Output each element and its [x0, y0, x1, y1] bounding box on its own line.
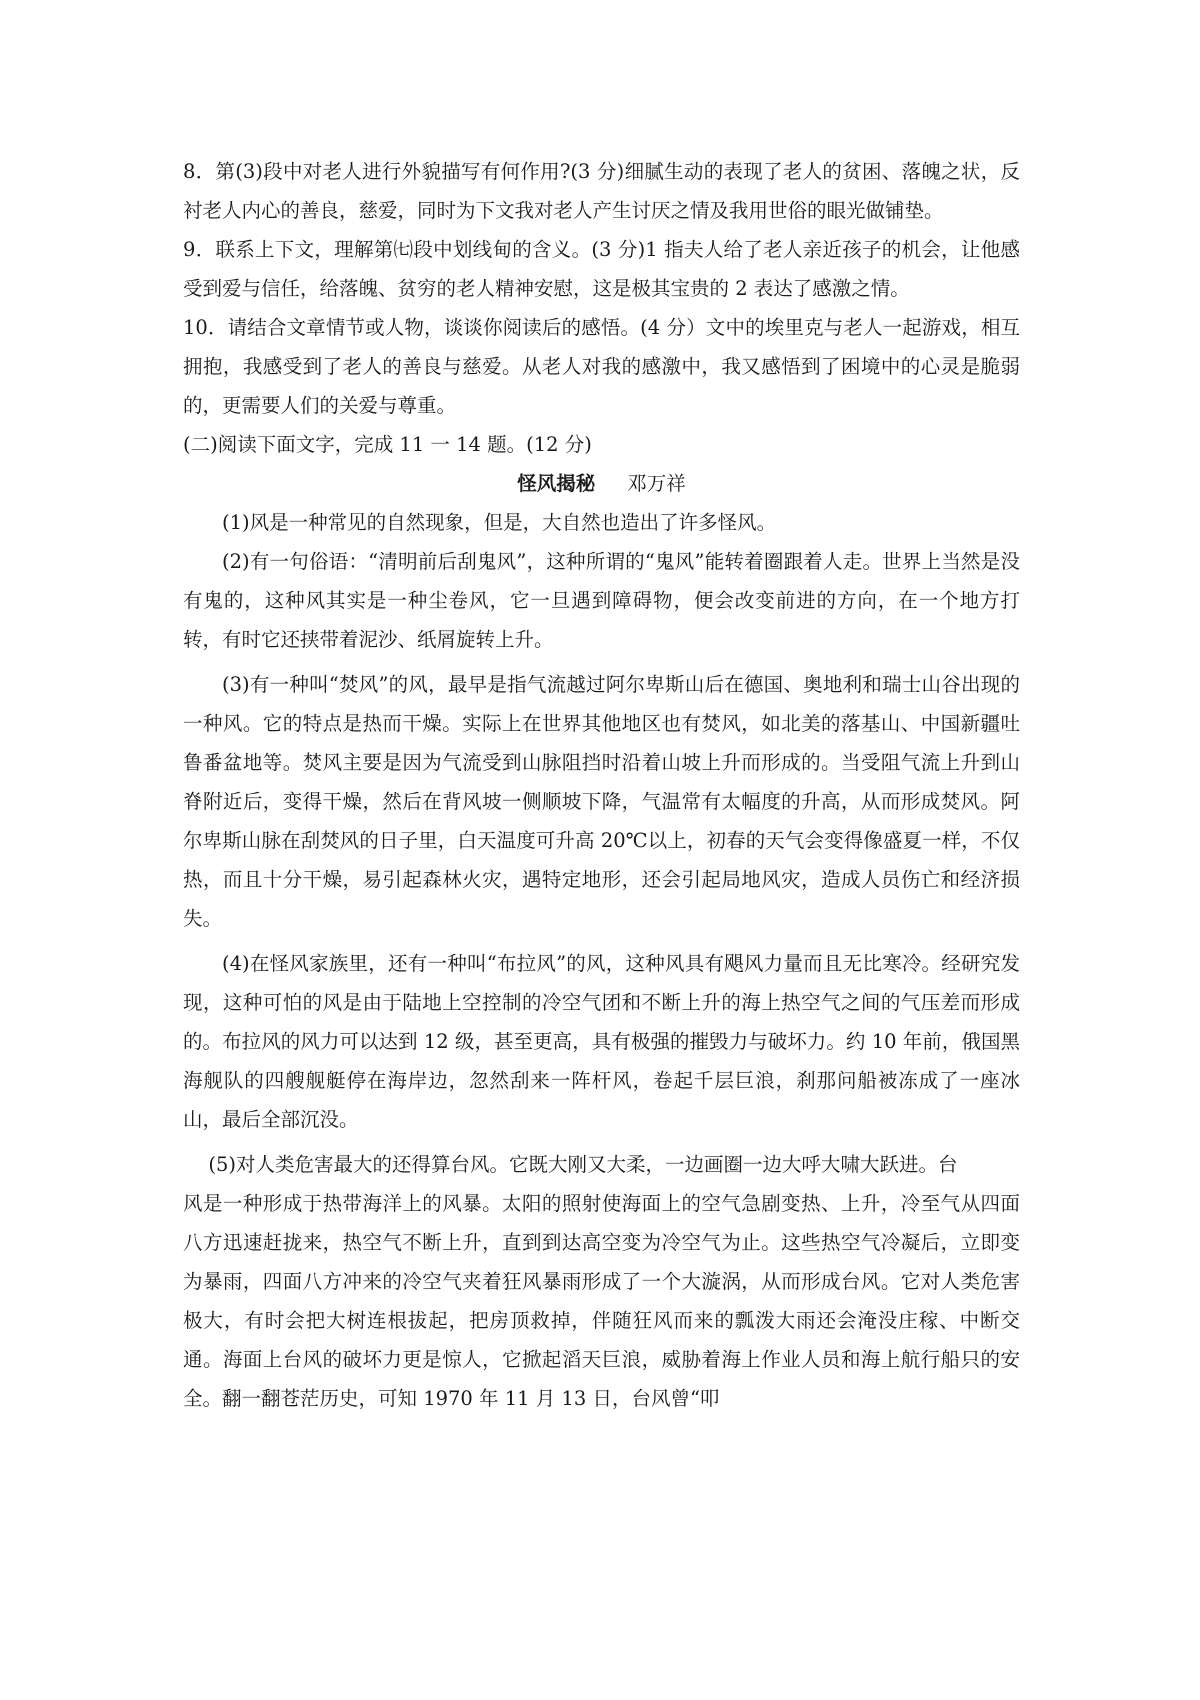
- article-paragraph-1: (1)风是一种常见的自然现象，但是，大自然也造出了许多怪风。: [222, 511, 777, 534]
- article-title: 怪风揭秘: [517, 472, 596, 495]
- question-9: 9．联系上下文，理解第㈦段中划线甸的含义。(3 分)1 指夫人给了老人亲近孩子的机会，让他感受到爱与信任，给落魄、贫穷的老人精神安慰，这是极其宝贵的 2 表达了感激之情。: [183, 238, 1020, 300]
- question-8: 8．第(3)段中对老人进行外貌描写有何作用?(3 分)细腻生动的表现了老人的贫困、落魄之状，反衬老人内心的善良，慈爱，同时为下文我对老人产生讨厌之情及我用世俗的眼光做铺垫。: [183, 160, 1020, 222]
- article-paragraph-3: (3)有一种叫“焚风”的风，最早是指气流越过阿尔卑斯山后在德国、奥地利和瑞士山谷出现的一种风。它的特点是热而干燥。实际上在世界其他地区也有焚风，如北美的落基山、中国新疆吐鲁番盆地等。焚风主要是因为气流受到山脉阻挡时沿着山坡上升而形成的。当受阻气流上升到山脊附近后，变得干燥，然后在背风坡一侧顺坡下降，气温常有太幅度的升高，从而形成焚风。阿尔卑斯山脉在刮焚风的日子里，白天温度可升高 20℃以上，初春的天气会变得像盛夏一样，不仅热，而且十分干燥，易引起森林火灾，遇特定地形，还会引起局地风灾，造成人员伤亡和经济损失。: [183, 673, 1020, 930]
- article-paragraph-4: (4)在怪风家族里，还有一种叫“布拉风”的风，这种风具有飓风力量而且无比寒冷。经研究发现，这种可怕的风是由于陆地上空控制的冷空气团和不断上升的海上热空气之间的气压差而形成的。布拉风的风力可以达到 12 级，甚至更高，具有极强的摧毁力与破坏力。约 10 年前，俄国黑海舰队的四艘舰艇停在海岸边，忽然刮来一阵杆风，卷起千层巨浪，刹那问船被冻成了一座冰山，最后全部沉没。: [183, 952, 1020, 1131]
- question-10: 10．请结合文章情节或人物，谈谈你阅读后的感悟。(4 分）文中的埃里克与老人一起游戏，相互拥抱，我感受到了老人的善良与慈爱。从老人对我的感激中，我又感悟到了困境中的心灵是脆弱的，更需要人们的关爱与尊重。: [183, 316, 1020, 417]
- article-paragraph-2: (2)有一句俗语：“清明前后刮鬼风”，这种所谓的“鬼风”能转着圈跟着人走。世界上当然是没有鬼的，这种风其实是一种尘卷风，它一旦遇到障碍物，便会改变前进的方向，在一个地方打转，有时它还挟带着泥沙、纸屑旋转上升。: [183, 550, 1020, 651]
- article-author: 邓万祥: [627, 472, 686, 495]
- article-paragraph-5-cont: 风是一种形成于热带海洋上的风暴。太阳的照射使海面上的空气急剧变热、上升，冷至气从四面八方迅速赶拢来，热空气不断上升，直到到达高空变为冷空气为止。这些热空气冷凝后，立即变为暴雨，四面八方冲来的冷空气夹着狂风暴雨形成了一个大漩涡，从而形成台风。它对人类危害极大，有时会把大树连根拔起，把房顶救掉，伴随狂风而来的瓢泼大雨还会淹没庄稼、中断交通。海面上台风的破坏力更是惊人，它掀起滔天巨浪，威胁着海上作业人员和海上航行船只的安全。翻一翻苍茫历史，可知 1970 年 11 月 13 日，台风曾“叩: [183, 1192, 1020, 1410]
- section-intro: (二)阅读下面文字，完成 11 一 14 题。(12 分): [183, 433, 592, 456]
- article-paragraph-5-start: (5)对人类危害最大的还得算台风。它既大刚又大柔，一边画圈一边大呼大啸大跃进。台: [208, 1153, 958, 1176]
- article-heading: [183, 464, 1020, 503]
